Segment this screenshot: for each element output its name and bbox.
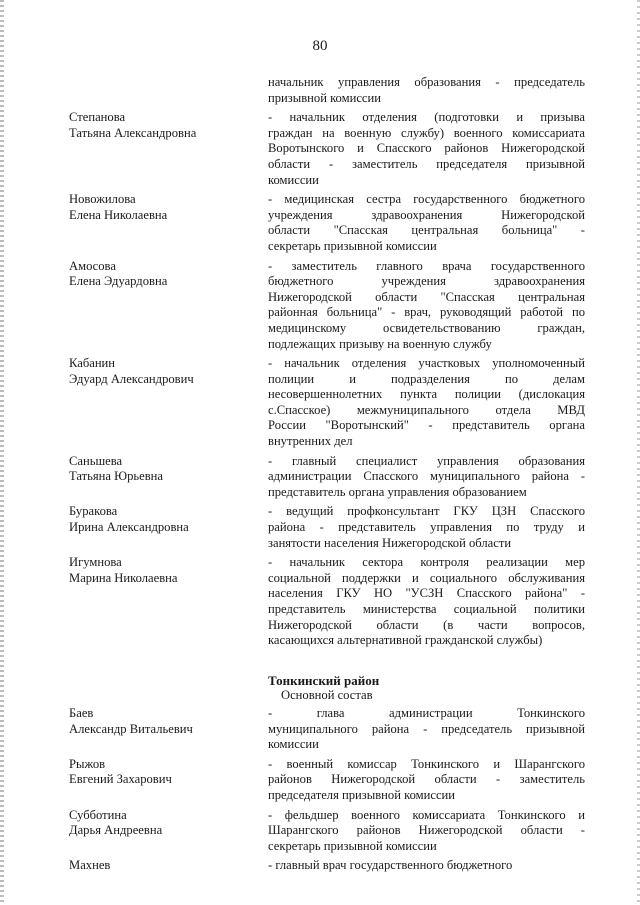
member-given-names: Эдуард Александрович	[69, 371, 194, 386]
desc-line: бюджетного учреждения здравоохранения	[268, 274, 585, 289]
desc-line: с.Спасское) межмуниципального отдела МВД	[268, 402, 585, 417]
member-row	[69, 110, 589, 188]
member-row	[69, 454, 589, 501]
desc-line: призывной комиссии	[268, 90, 381, 105]
desc-line: области - заместитель председателя призывной	[268, 156, 585, 171]
desc-line: внутренних дел	[268, 434, 353, 449]
desc-line: - медицинская сестра государственного бюджетного	[268, 192, 585, 207]
desc-line: области "Спасская центральная больница" -	[268, 223, 585, 238]
desc-line: - фельдшер военного комиссариата Тонкинского и	[268, 807, 585, 822]
desc-line: секретарь призывной комиссии	[268, 238, 437, 253]
member-role-description	[268, 757, 585, 804]
desc-line: населения ГКУ НО "УСЗН Спасского района" -	[268, 586, 585, 601]
desc-line: секретарь призывной комиссии	[268, 838, 437, 853]
desc-line: несовершеннолетних пункта полиции (дислокация	[268, 387, 585, 402]
desc-line: муниципального района - председатель призывной	[268, 721, 585, 736]
member-name	[69, 192, 268, 254]
member-row	[69, 259, 589, 353]
member-given-names: Ирина Александровна	[69, 520, 189, 535]
desc-line: представитель органа управления образованием	[268, 484, 527, 499]
member-row	[69, 356, 589, 450]
desc-line: полиции и подразделения по делам	[268, 371, 585, 386]
member-role-description	[268, 555, 585, 649]
intro-name-placeholder	[69, 75, 268, 106]
desc-line: начальник управления образования - председатель	[268, 75, 585, 89]
desc-line: комиссии	[268, 172, 319, 187]
member-row	[69, 192, 589, 254]
desc-line: - главный специалист управления образования	[268, 453, 585, 468]
section-title: Тонкинский район	[268, 672, 380, 688]
desc-line: председателя призывной комиссии	[268, 787, 456, 802]
member-name	[69, 504, 268, 551]
spassky-member-list	[69, 110, 589, 649]
desc-line: - глава администрации Тонкинского	[268, 705, 585, 720]
member-surname: Степанова	[69, 110, 126, 125]
member-surname: Новожилова	[69, 192, 136, 207]
desc-line: района - представитель управления по труду и	[268, 520, 585, 535]
member-role-description	[268, 504, 585, 551]
desc-line: - заместитель главного врача государственного	[268, 258, 585, 273]
desc-line: Шарангского районов Нижегородской области -	[268, 823, 585, 838]
member-surname: Буракова	[69, 504, 118, 519]
member-given-names: Марина Николаевна	[69, 570, 178, 585]
section-subtitle: Основной состав	[281, 688, 373, 703]
member-name	[69, 110, 268, 188]
member-given-names: Елена Эдуардовна	[69, 274, 168, 289]
document-body	[69, 75, 589, 878]
desc-line: районов Нижегородской области - заместитель	[268, 772, 585, 787]
member-role-description	[268, 454, 585, 501]
desc-line: касающихся альтернативной гражданской службы)	[268, 633, 543, 648]
member-given-names: Татьяна Александровна	[69, 125, 197, 140]
member-name	[69, 858, 268, 874]
tonkino-member-list	[69, 706, 589, 874]
member-surname: Махнев	[69, 858, 111, 873]
member-name	[69, 259, 268, 353]
desc-line: представитель министерства социальной политики	[268, 602, 585, 616]
intro-description	[268, 75, 585, 106]
member-surname: Баев	[69, 705, 94, 720]
member-row	[69, 858, 589, 874]
desc-line: Воротынского и Спасского районов Нижегородской	[268, 141, 585, 156]
member-surname: Игумнова	[69, 555, 122, 570]
desc-line: учреждения здравоохранения Нижегородской	[268, 207, 585, 222]
member-row	[69, 504, 589, 551]
member-given-names: Татьяна Юрьевна	[69, 469, 164, 484]
member-role-description	[268, 808, 585, 855]
member-surname: Саньшева	[69, 453, 123, 468]
desc-line: - начальник сектора контроля реализации мер	[268, 555, 585, 570]
member-row	[69, 555, 589, 649]
intro-row	[69, 75, 589, 106]
member-row	[69, 706, 589, 753]
member-name	[69, 757, 268, 804]
member-given-names: Александр Витальевич	[69, 721, 193, 736]
member-given-names: Дарья Андреевна	[69, 823, 163, 838]
desc-line: - начальник отделения (подготовки и призыва	[268, 110, 585, 125]
member-role-description	[268, 356, 585, 450]
member-surname: Субботина	[69, 807, 127, 822]
desc-line: России "Воротынский" - представитель органа	[268, 418, 585, 433]
member-role-description	[268, 858, 585, 874]
member-row	[69, 757, 589, 804]
desc-line: подлежащих призыву на военную службу	[268, 336, 492, 351]
desc-line: - начальник отделения участковых уполномоченный	[268, 356, 585, 371]
desc-line: медицинскому освидетельствованию граждан,	[268, 320, 585, 335]
desc-line: комиссии	[268, 737, 319, 752]
desc-line: - военный комиссар Тонкинского и Шарангского	[268, 756, 585, 771]
member-surname: Рыжов	[69, 756, 106, 771]
desc-line: - главный врач государственного бюджетного	[268, 858, 513, 873]
member-row	[69, 808, 589, 855]
member-surname: Амосова	[69, 258, 116, 273]
member-role-description	[268, 706, 585, 753]
member-role-description	[268, 259, 585, 353]
member-role-description	[268, 192, 585, 254]
desc-line: администрации Спасского муниципального района -	[268, 469, 585, 484]
member-name	[69, 808, 268, 855]
scan-edge-left	[0, 0, 4, 905]
page-number: 80	[312, 38, 328, 54]
desc-line: Нижегородской области (в части вопросов,	[268, 617, 585, 632]
member-name	[69, 706, 268, 753]
desc-line: Нижегородской области "Спасская центральная	[268, 289, 585, 304]
member-given-names: Евгений Захарович	[69, 772, 172, 787]
member-name	[69, 454, 268, 501]
member-given-names: Елена Николаевна	[69, 207, 168, 222]
desc-line: районная больница" - врач, руководящий работой по	[268, 305, 585, 320]
member-name	[69, 356, 268, 450]
desc-line: социальной поддержки и социального обслуживания	[268, 570, 585, 585]
member-surname: Кабанин	[69, 356, 116, 371]
desc-line: занятости населения Нижегородской области	[268, 535, 512, 550]
desc-line: граждан на военную службу) военного комиссариата	[268, 125, 585, 140]
member-name	[69, 555, 268, 649]
desc-line: - ведущий профконсультант ГКУ ЦЗН Спасского	[268, 504, 585, 519]
member-role-description	[268, 110, 585, 188]
